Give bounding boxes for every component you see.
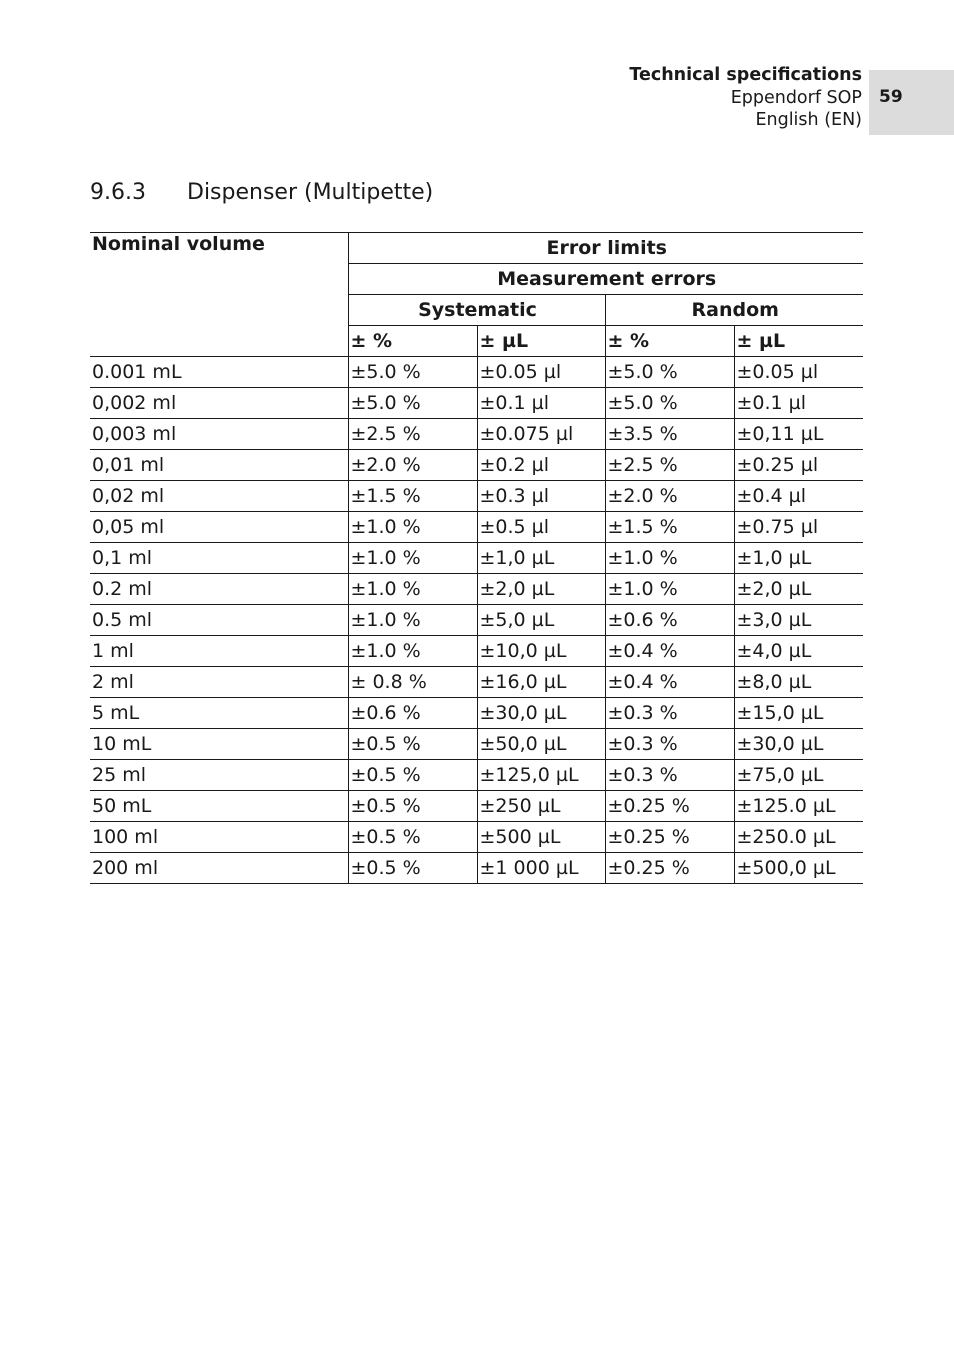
cell-nominal-volume: 0,1 ml: [90, 543, 348, 574]
cell-systematic-microliter: ±1 000 µL: [477, 853, 605, 884]
cell-nominal-volume: 25 ml: [90, 760, 348, 791]
table-row: [90, 388, 863, 419]
cell-systematic-percent: ±0.5 %: [348, 760, 477, 791]
cell-systematic-microliter: ±250 µL: [477, 791, 605, 822]
table-row: [90, 667, 863, 698]
cell-random-percent: ±0.25 %: [605, 791, 734, 822]
cell-systematic-microliter: ±0.2 µl: [477, 450, 605, 481]
table-row: [90, 698, 863, 729]
running-header: [629, 64, 862, 132]
table-row: [90, 419, 863, 450]
cell-random-microliter: ±2,0 µL: [734, 574, 863, 605]
cell-random-percent: ±3.5 %: [605, 419, 734, 450]
header-systematic-percent: ± %: [348, 326, 477, 357]
cell-systematic-percent: ±0.5 %: [348, 791, 477, 822]
cell-random-microliter: ±8,0 µL: [734, 667, 863, 698]
cell-systematic-percent: ±1.0 %: [348, 605, 477, 636]
cell-nominal-volume: 0.5 ml: [90, 605, 348, 636]
cell-systematic-percent: ±0.5 %: [348, 853, 477, 884]
cell-systematic-microliter: ±500 µL: [477, 822, 605, 853]
cell-systematic-percent: ±0.6 %: [348, 698, 477, 729]
cell-nominal-volume: 200 ml: [90, 853, 348, 884]
table-row: [90, 822, 863, 853]
cell-systematic-microliter: ±0.05 µl: [477, 357, 605, 388]
cell-systematic-percent: ±5.0 %: [348, 388, 477, 419]
cell-random-microliter: ±0.1 µl: [734, 388, 863, 419]
table-row: [90, 357, 863, 388]
cell-random-percent: ±1.0 %: [605, 574, 734, 605]
header-nominal-volume: Nominal volume: [90, 233, 348, 357]
header-document: Eppendorf SOP: [730, 87, 862, 108]
header-random: Random: [605, 295, 863, 326]
header-measurement-errors: Measurement errors: [348, 264, 863, 295]
cell-systematic-microliter: ±5,0 µL: [477, 605, 605, 636]
cell-nominal-volume: 0.2 ml: [90, 574, 348, 605]
cell-random-microliter: ±0.25 µl: [734, 450, 863, 481]
table-row: [90, 481, 863, 512]
header-systematic: Systematic: [348, 295, 605, 326]
table-row: [90, 574, 863, 605]
cell-random-percent: ±0.4 %: [605, 636, 734, 667]
cell-random-percent: ±1.0 %: [605, 543, 734, 574]
cell-random-percent: ±1.5 %: [605, 512, 734, 543]
cell-nominal-volume: 10 mL: [90, 729, 348, 760]
cell-random-percent: ±5.0 %: [605, 357, 734, 388]
header-title: Technical specifications: [629, 65, 862, 85]
cell-random-percent: ±0.3 %: [605, 760, 734, 791]
header-random-microliter: ± µL: [734, 326, 863, 357]
header-random-percent: ± %: [605, 326, 734, 357]
cell-random-percent: ±2.0 %: [605, 481, 734, 512]
cell-systematic-microliter: ±16,0 µL: [477, 667, 605, 698]
cell-systematic-microliter: ±1,0 µL: [477, 543, 605, 574]
cell-systematic-microliter: ±10,0 µL: [477, 636, 605, 667]
cell-systematic-percent: ±1.0 %: [348, 574, 477, 605]
specification-table: [90, 232, 863, 884]
table-row: [90, 791, 863, 822]
cell-systematic-microliter: ±125,0 µL: [477, 760, 605, 791]
cell-systematic-percent: ±1.0 %: [348, 512, 477, 543]
section-title: Dispenser (Multipette): [187, 180, 434, 205]
cell-random-microliter: ±1,0 µL: [734, 543, 863, 574]
cell-systematic-microliter: ±0.1 µl: [477, 388, 605, 419]
cell-systematic-microliter: ±0.075 µl: [477, 419, 605, 450]
cell-random-microliter: ±125.0 µL: [734, 791, 863, 822]
cell-nominal-volume: 0,02 ml: [90, 481, 348, 512]
table-row: [90, 853, 863, 884]
cell-random-microliter: ±30,0 µL: [734, 729, 863, 760]
section-number: 9.6.3: [90, 180, 146, 205]
cell-systematic-percent: ±0.5 %: [348, 822, 477, 853]
cell-systematic-microliter: ±0.5 µl: [477, 512, 605, 543]
cell-random-microliter: ±500,0 µL: [734, 853, 863, 884]
header-systematic-microliter: ± µL: [477, 326, 605, 357]
cell-systematic-microliter: ±30,0 µL: [477, 698, 605, 729]
cell-random-microliter: ±250.0 µL: [734, 822, 863, 853]
table-row: [90, 512, 863, 543]
cell-nominal-volume: 0,003 ml: [90, 419, 348, 450]
cell-random-microliter: ±75,0 µL: [734, 760, 863, 791]
cell-nominal-volume: 1 ml: [90, 636, 348, 667]
cell-systematic-percent: ±1.0 %: [348, 543, 477, 574]
cell-nominal-volume: 0.001 mL: [90, 357, 348, 388]
cell-systematic-microliter: ±50,0 µL: [477, 729, 605, 760]
cell-nominal-volume: 5 mL: [90, 698, 348, 729]
section-heading: [90, 180, 433, 205]
table-row: [90, 543, 863, 574]
page-number: 59: [879, 87, 903, 107]
cell-random-percent: ±0.3 %: [605, 698, 734, 729]
cell-systematic-microliter: ±2,0 µL: [477, 574, 605, 605]
table-row: [90, 450, 863, 481]
cell-random-percent: ±2.5 %: [605, 450, 734, 481]
cell-random-microliter: ±0.4 µl: [734, 481, 863, 512]
cell-random-microliter: ±0.05 µl: [734, 357, 863, 388]
cell-random-percent: ±0.6 %: [605, 605, 734, 636]
cell-random-microliter: ±3,0 µL: [734, 605, 863, 636]
table-row: [90, 729, 863, 760]
cell-systematic-percent: ±0.5 %: [348, 729, 477, 760]
cell-nominal-volume: 2 ml: [90, 667, 348, 698]
cell-nominal-volume: 100 ml: [90, 822, 348, 853]
cell-nominal-volume: 0,01 ml: [90, 450, 348, 481]
cell-random-microliter: ±0,11 µL: [734, 419, 863, 450]
page-tab: [869, 70, 954, 135]
cell-random-microliter: ±4,0 µL: [734, 636, 863, 667]
cell-systematic-percent: ±1.0 %: [348, 636, 477, 667]
cell-random-percent: ±0.25 %: [605, 822, 734, 853]
cell-systematic-percent: ±1.5 %: [348, 481, 477, 512]
cell-random-microliter: ±15,0 µL: [734, 698, 863, 729]
cell-random-percent: ±0.4 %: [605, 667, 734, 698]
cell-nominal-volume: 0,002 ml: [90, 388, 348, 419]
cell-random-percent: ±0.3 %: [605, 729, 734, 760]
cell-random-percent: ±0.25 %: [605, 853, 734, 884]
cell-systematic-percent: ±5.0 %: [348, 357, 477, 388]
cell-random-microliter: ±0.75 µl: [734, 512, 863, 543]
cell-systematic-microliter: ±0.3 µl: [477, 481, 605, 512]
table-row: [90, 760, 863, 791]
table-row: [90, 636, 863, 667]
cell-systematic-percent: ± 0.8 %: [348, 667, 477, 698]
cell-nominal-volume: 50 mL: [90, 791, 348, 822]
header-language: English (EN): [755, 110, 862, 130]
header-error-limits: Error limits: [348, 233, 863, 264]
cell-random-percent: ±5.0 %: [605, 388, 734, 419]
cell-systematic-percent: ±2.5 %: [348, 419, 477, 450]
table-row: [90, 605, 863, 636]
cell-systematic-percent: ±2.0 %: [348, 450, 477, 481]
cell-nominal-volume: 0,05 ml: [90, 512, 348, 543]
